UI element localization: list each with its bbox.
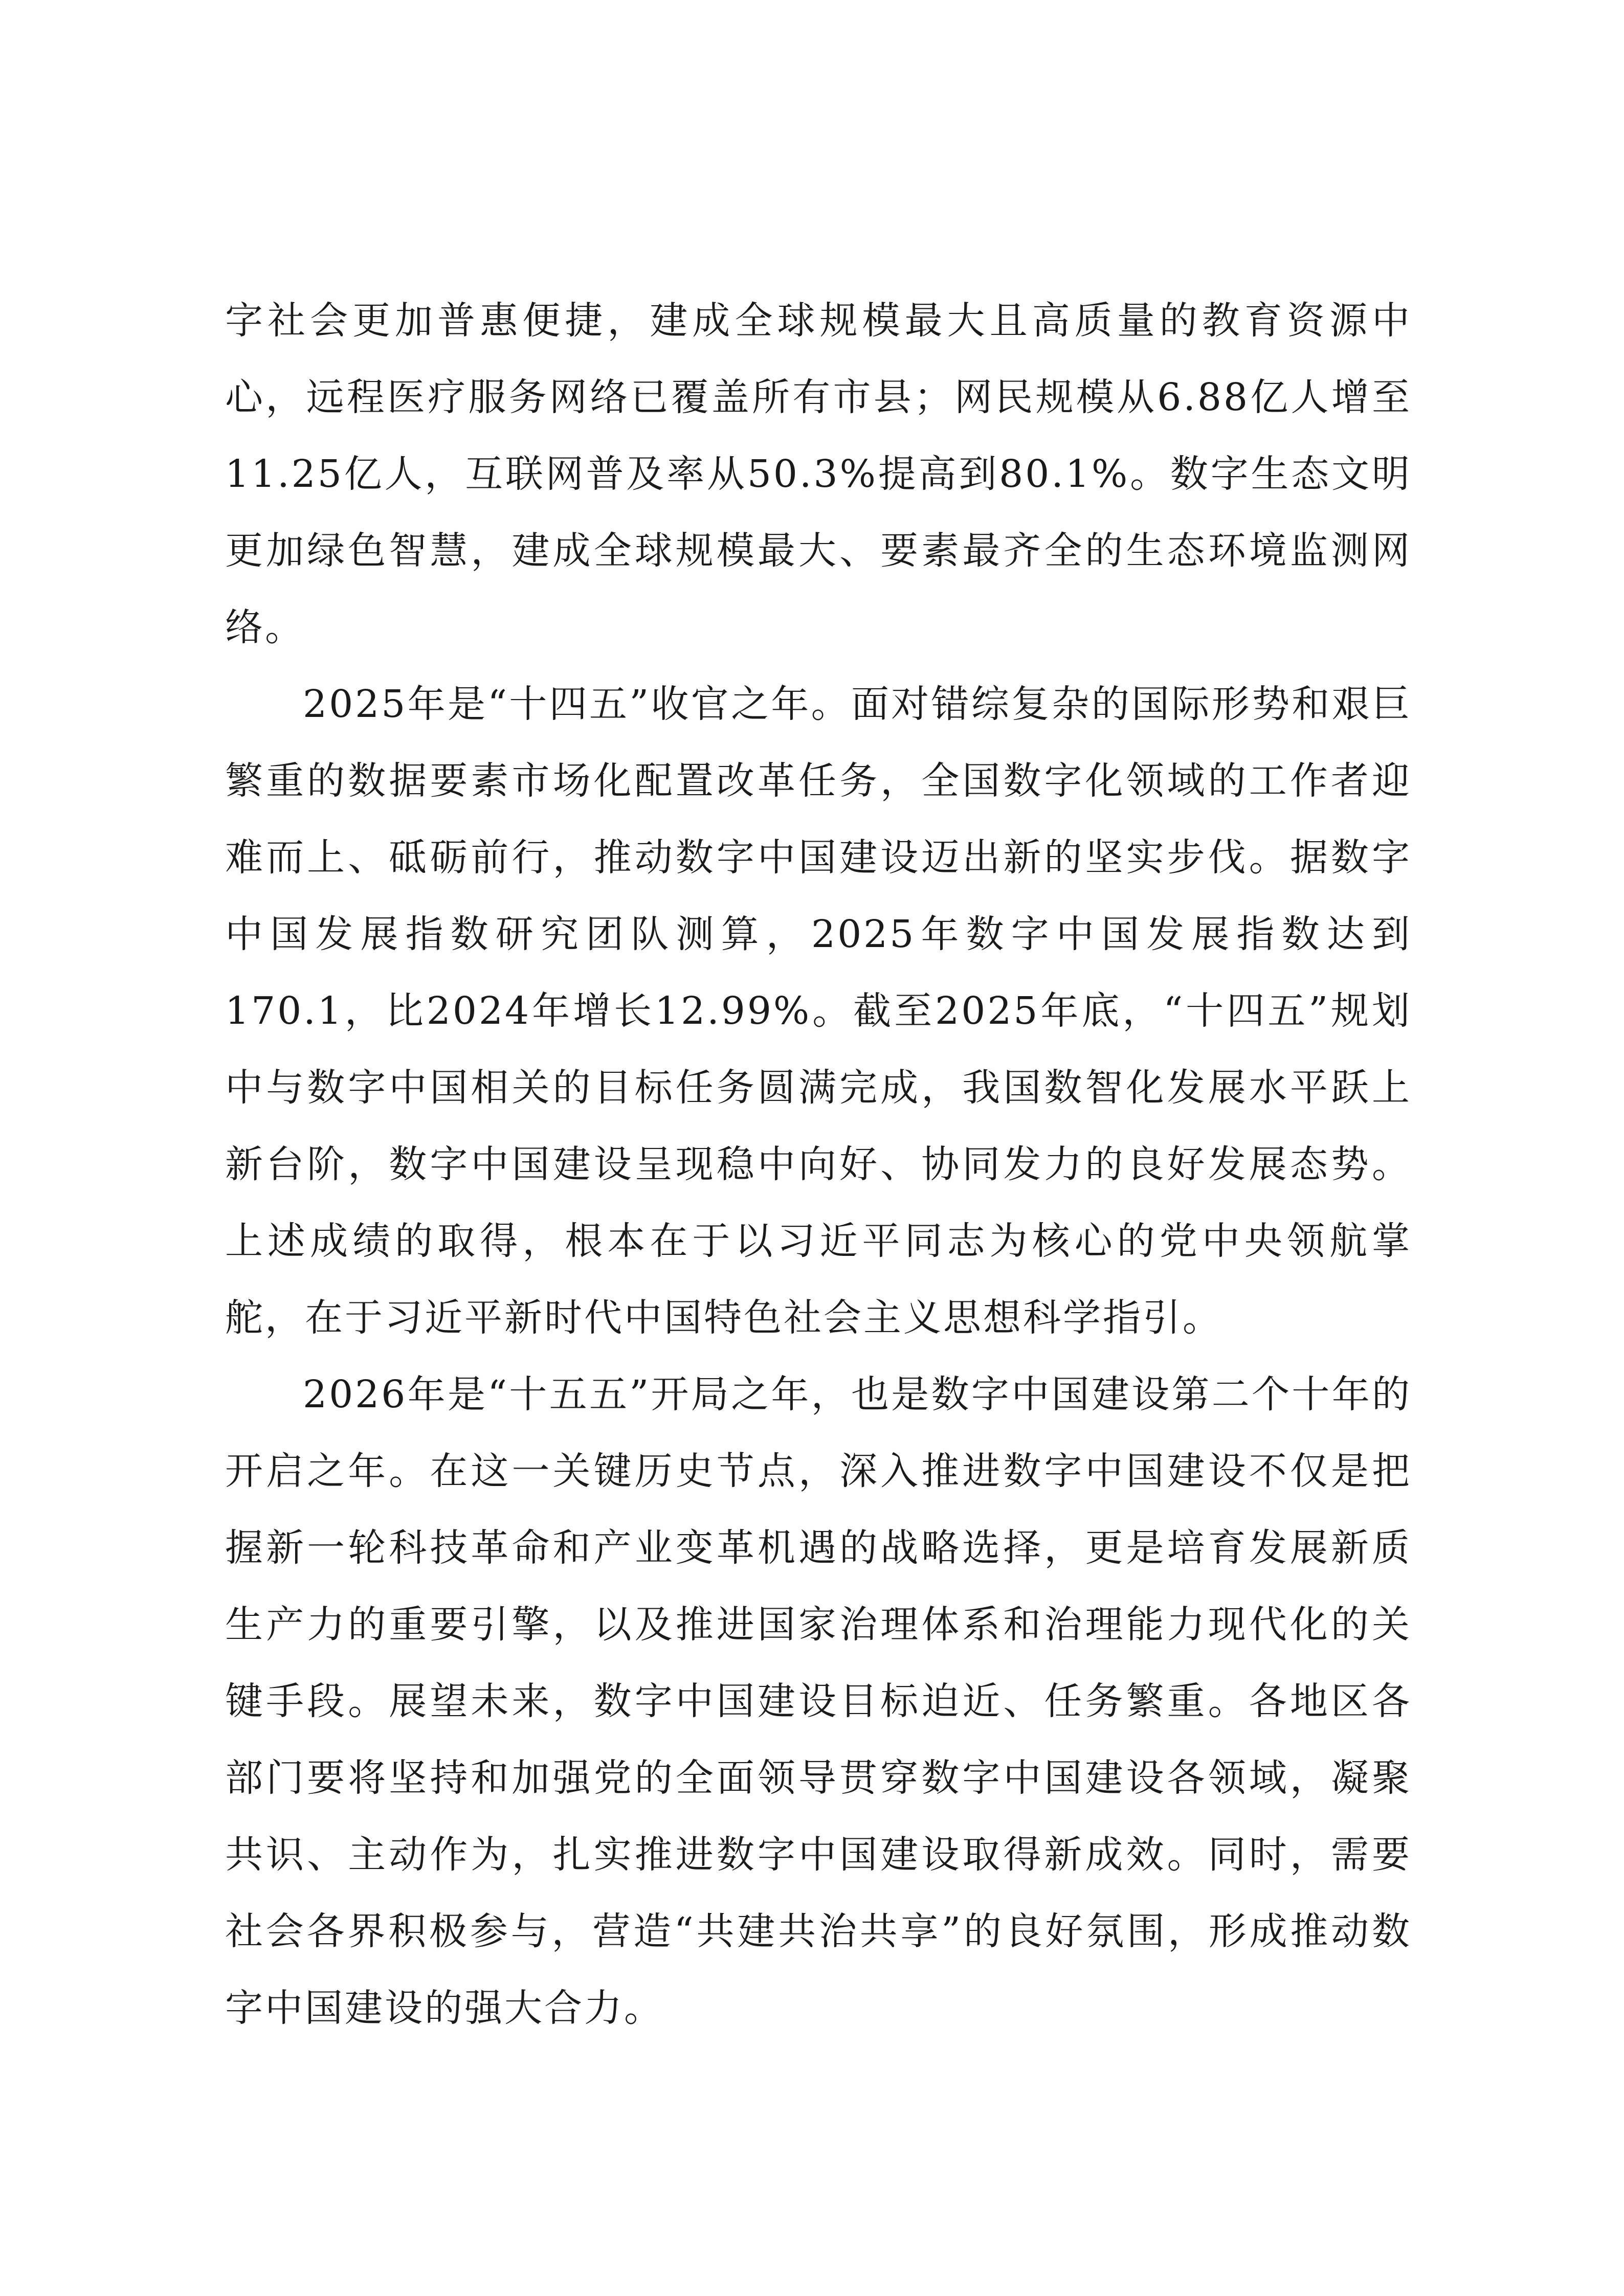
paragraph-2025-summary: 2025年是“十四五”收官之年。面对错综复杂的国际形势和艰巨繁重的数据要素市场化配置改革任务，全国数字化领域的工作者迎难而上、砥砺前行，推动数字中国建设迈出新的坚实步伐。据数字中国发展指数研究团队测算，2025年数字中国发展指数达到170.1，比2024年增长12.99%。截至2025年底，“十四五”规划中与数字中国相关的目标任务圆满完成，我国数智化发展水平跃上新台阶，数字中国建设呈现稳中向好、协同发力的良好发展态势。上述成绩的取得，根本在于以习近平同志为核心的党中央领航掌舵，在于习近平新时代中国特色社会主义思想科学指引。 [225, 682, 1412, 1340]
paragraph-2026-outlook: 2026年是“十五五”开局之年，也是数字中国建设第二个十年的开启之年。在这一关键历史节点，深入推进数字中国建设不仅是把握新一轮科技革命和产业变革机遇的战略选择，更是培育发展新质生产力的重要引擎，以及推进国家治理体系和治理能力现代化的关键手段。展望未来，数字中国建设目标迫近、任务繁重。各地区各部门要将坚持和加强党的全面领导贯穿数字中国建设各领域，凝聚共识、主动作为，扎实推进数字中国建设取得新成效。同时，需要社会各界积极参与，营造“共建共治共享”的良好氛围，形成推动数字中国建设的强大合力。 [225, 1372, 1412, 2030]
body-text [225, 282, 1412, 2046]
paragraph-continuation: 字社会更加普惠便捷，建成全球规模最大且高质量的教育资源中心，远程医疗服务网络已覆盖所有市县；网民规模从6.88亿人增至11.25亿人，互联网普及率从50.3%提高到80.1%。数字生态文明更加绿色智慧，建成全球规模最大、要素最齐全的生态环境监测网络。 [225, 299, 1412, 649]
